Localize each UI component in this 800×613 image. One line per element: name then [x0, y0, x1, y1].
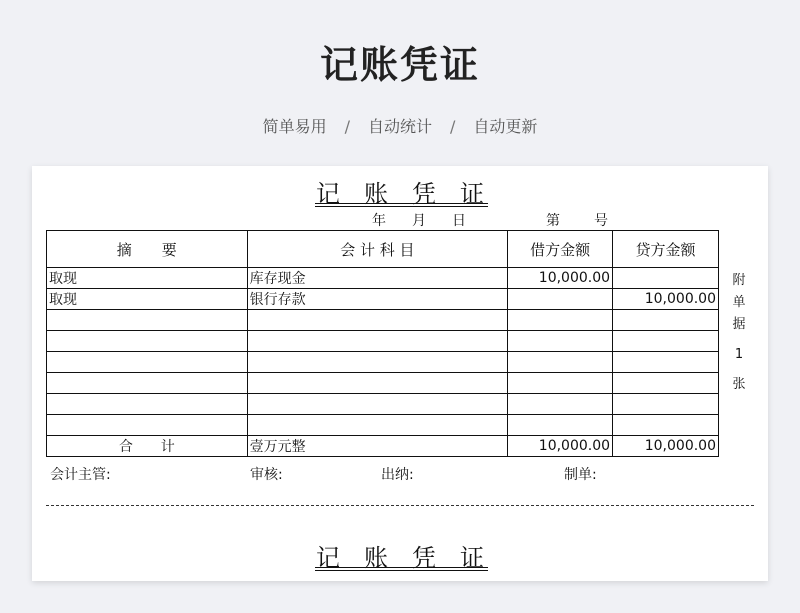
- table-header-row: [47, 231, 719, 268]
- attachment-count: [732, 270, 746, 396]
- cell-credit[interactable]: [613, 331, 719, 352]
- table-row: [47, 352, 719, 373]
- attach-char: 单: [732, 295, 746, 310]
- voucher-no-prefix: 第: [546, 213, 560, 229]
- cell-credit[interactable]: [613, 394, 719, 415]
- maker-label: 制单:: [564, 467, 597, 483]
- supervisor-label: 会计主管:: [50, 467, 111, 483]
- voucher-table: [46, 230, 719, 457]
- attach-char: 据: [732, 317, 746, 332]
- month-label: 月: [412, 213, 426, 229]
- cell-account[interactable]: [247, 373, 508, 394]
- tag-auto-update: 自动更新: [473, 117, 538, 136]
- tag-separator: /: [450, 117, 456, 136]
- cut-line: [46, 505, 754, 506]
- cell-summary[interactable]: 取现: [47, 268, 248, 289]
- cell-account[interactable]: [247, 352, 508, 373]
- voucher-sheet: [32, 166, 768, 581]
- cell-account[interactable]: [247, 331, 508, 352]
- cell-summary[interactable]: [47, 310, 248, 331]
- table-row: [47, 394, 719, 415]
- voucher-title-char: 证: [460, 544, 484, 572]
- review-label: 审核:: [250, 467, 283, 483]
- tag-separator: /: [344, 117, 350, 136]
- cell-credit[interactable]: [613, 268, 719, 289]
- total-debit: 10,000.00: [508, 436, 613, 457]
- title-underline: [315, 567, 488, 568]
- cell-account[interactable]: 银行存款: [247, 289, 508, 310]
- date-row: [32, 210, 768, 228]
- title-underline: [315, 206, 488, 207]
- title-underline: [315, 203, 488, 204]
- table-row: [47, 289, 719, 310]
- cashier-label: 出纳:: [381, 467, 414, 483]
- table-row: [47, 415, 719, 436]
- voucher-no-suffix: 号: [594, 213, 608, 229]
- col-credit: 贷方金额: [613, 231, 719, 268]
- voucher-title-char: 凭: [412, 180, 436, 208]
- cell-credit[interactable]: 10,000.00: [613, 289, 719, 310]
- voucher-title-char: 证: [460, 180, 484, 208]
- cell-debit[interactable]: [508, 415, 613, 436]
- tag-simple: 简单易用: [262, 117, 327, 136]
- col-account: 会 计 科 目: [247, 231, 508, 268]
- attach-unit: 张: [732, 377, 746, 392]
- cell-debit[interactable]: 10,000.00: [508, 268, 613, 289]
- year-label: 年: [372, 213, 386, 229]
- cell-debit[interactable]: [508, 331, 613, 352]
- cell-account[interactable]: [247, 415, 508, 436]
- attach-char: 附: [732, 273, 746, 288]
- cell-credit[interactable]: [613, 415, 719, 436]
- cell-summary[interactable]: 取现: [47, 289, 248, 310]
- cell-summary[interactable]: [47, 352, 248, 373]
- cell-debit[interactable]: [508, 394, 613, 415]
- cell-credit[interactable]: [613, 352, 719, 373]
- col-summary: 摘 要: [47, 231, 248, 268]
- table-row: [47, 331, 719, 352]
- page-title: 记账凭证: [319, 43, 480, 87]
- cell-summary[interactable]: [47, 394, 248, 415]
- total-label: 合 计: [47, 436, 248, 457]
- cell-account[interactable]: [247, 310, 508, 331]
- cell-summary[interactable]: [47, 373, 248, 394]
- feature-tags: [0, 114, 800, 137]
- total-amount-words[interactable]: 壹万元整: [247, 436, 508, 457]
- voucher-title-char: 账: [364, 544, 388, 572]
- tag-auto-stats: 自动统计: [367, 117, 432, 136]
- cell-credit[interactable]: [613, 373, 719, 394]
- cell-debit[interactable]: [508, 310, 613, 331]
- cell-debit[interactable]: [508, 373, 613, 394]
- table-row: [47, 310, 719, 331]
- cell-debit[interactable]: [508, 289, 613, 310]
- cell-account[interactable]: [247, 394, 508, 415]
- cell-credit[interactable]: [613, 310, 719, 331]
- total-credit: 10,000.00: [613, 436, 719, 457]
- voucher-title-char: 凭: [412, 544, 436, 572]
- col-debit: 借方金额: [508, 231, 613, 268]
- cell-account[interactable]: 库存现金: [247, 268, 508, 289]
- voucher-title-char: 账: [364, 180, 388, 208]
- signature-row: [32, 464, 768, 482]
- voucher-title-char: 记: [316, 180, 340, 208]
- day-label: 日: [452, 213, 466, 229]
- cell-debit[interactable]: [508, 352, 613, 373]
- voucher-title-char: 记: [316, 544, 340, 572]
- total-row: [47, 436, 719, 457]
- attach-count: 1: [734, 347, 744, 362]
- cell-summary[interactable]: [47, 415, 248, 436]
- cell-summary[interactable]: [47, 331, 248, 352]
- table-row: [47, 373, 719, 394]
- title-underline: [315, 570, 488, 571]
- table-row: [47, 268, 719, 289]
